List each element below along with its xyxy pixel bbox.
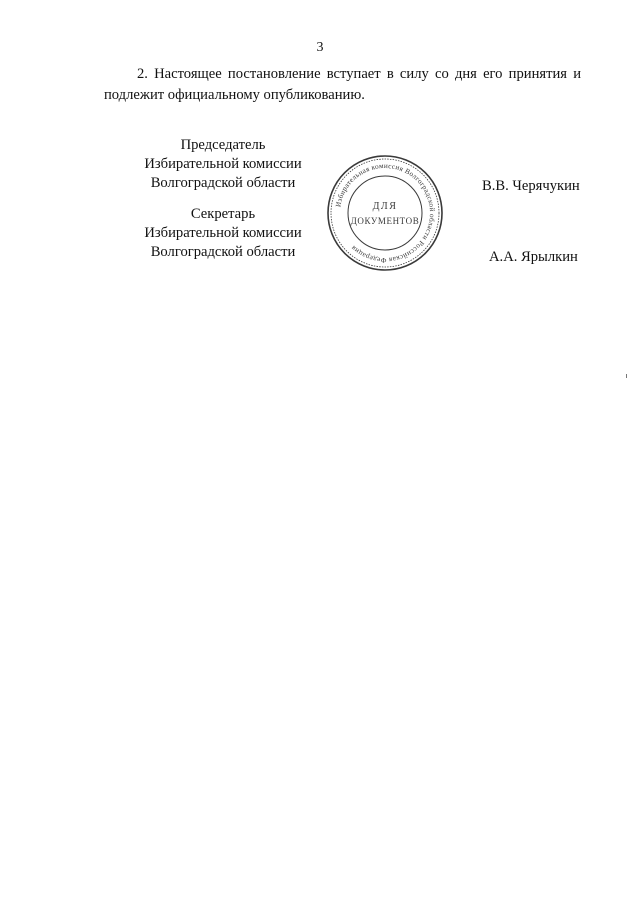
stamp-graphic [324,152,446,274]
secretary-name: А.А. Ярылкин [489,249,578,265]
stamp-center-text-1: ДЛЯ [372,201,398,212]
stamp-ring-text: Избирательная комиссия Волгоградской области Российская Федерация [334,161,437,265]
secretary-title-line: Волгоградской области [150,244,296,260]
secretary-title [123,205,323,262]
secretary-title-line: Секретарь [190,206,256,222]
chairman-title [123,136,323,193]
chairman-title-line: Избирательной комиссии [144,156,302,172]
stamp-outer-ring [328,156,442,270]
secretary-title-line: Избирательной комиссии [144,225,302,241]
stamp-dotted-ring [331,159,439,267]
page-number: 3 [316,40,324,55]
scan-speck [626,374,627,378]
stamp-inner-ring [348,176,422,250]
chairman-title-line: Председатель [180,137,266,153]
paragraph-line-1: 2. Настоящее постановление вступает в силу со дня его принятия и [137,66,581,82]
chairman-name: В.В. Черячукин [482,178,580,194]
paragraph-line-2: подлежит официальному опубликованию. [104,87,365,103]
stamp-center-text-2: ДОКУМЕНТОВ [350,216,420,226]
resolution-paragraph [104,64,581,106]
chairman-title-line: Волгоградской области [150,175,296,191]
official-stamp [324,152,446,274]
